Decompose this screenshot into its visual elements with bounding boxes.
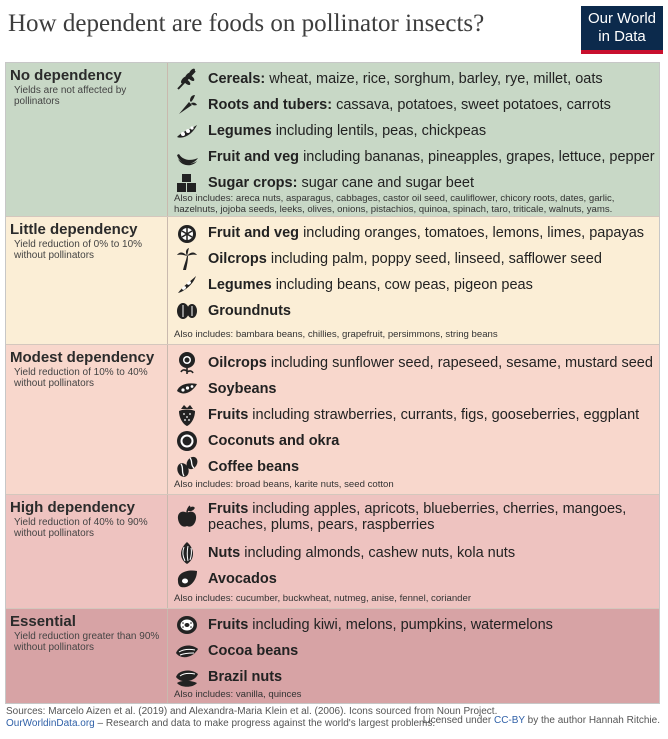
band-essential xyxy=(6,609,659,703)
item-title: Nuts xyxy=(208,545,241,561)
item-text: including kiwi, melons, pumpkins, watermelons xyxy=(248,617,553,633)
item-title: Soybeans xyxy=(208,381,277,397)
page-title: How dependent are foods on pollinator insects? xyxy=(8,10,485,37)
list-item xyxy=(174,119,655,143)
list-item xyxy=(174,299,655,323)
also-includes: Also includes: areca nuts, asparagus, cabbages, castor oil seed, cauliflower, chicory roots, dates, garlic, hazelnuts, jojoba seeds, leeks, olives, onions, pistachios, quinoa, spinach, taro, triticale, walnuts, yams. xyxy=(174,193,615,215)
band-label xyxy=(6,217,168,344)
band-title: High dependency xyxy=(10,499,136,516)
list-item xyxy=(174,247,655,271)
band-title: No dependency xyxy=(10,67,122,84)
item-text: including beans, cow peas, pigeon peas xyxy=(271,277,533,293)
band-items xyxy=(168,345,659,494)
band-items xyxy=(168,217,659,344)
band-title: Little dependency xyxy=(10,221,138,238)
almond-icon xyxy=(174,541,200,565)
cocoa-icon xyxy=(174,639,200,663)
also-includes: Also includes: broad beans, karite nuts, seed cotton xyxy=(174,479,394,490)
wheat-icon xyxy=(174,67,200,91)
list-item xyxy=(174,665,655,689)
band-little-dependency xyxy=(6,217,659,345)
item-title: Fruits xyxy=(208,407,249,423)
coconut-icon xyxy=(174,429,200,453)
owid-logo[interactable] xyxy=(581,6,663,54)
item-text: including strawberries, currants, figs, gooseberries, eggplant xyxy=(248,407,640,423)
band-title: Modest dependency xyxy=(10,349,155,366)
item-title: Fruit and veg xyxy=(208,149,300,165)
sources-note: Sources: Marcelo Aizen et al. (2019) and Alexandra-Maria Klein et al. (2006). Icons sourced from Noun Project. xyxy=(6,706,498,717)
license-suffix: by the author Hannah Ritchie. xyxy=(524,715,660,726)
item-title: Fruit and veg xyxy=(208,225,300,241)
item-title: Coffee beans xyxy=(208,459,300,475)
list-item xyxy=(174,145,655,169)
banana-icon xyxy=(174,145,200,169)
apple-icon xyxy=(174,505,200,529)
band-description: Yield reduction of 10% to 40% without pollinators xyxy=(14,367,148,389)
item-title: Coconuts and okra xyxy=(208,433,340,449)
band-high-dependency xyxy=(6,495,659,609)
peapod-icon xyxy=(174,119,200,143)
footer-line xyxy=(6,718,435,729)
list-item xyxy=(174,93,655,117)
item-text: including lentils, peas, chickpeas xyxy=(271,123,487,139)
list-item xyxy=(174,613,655,637)
band-items xyxy=(168,63,659,216)
license-prefix: Licensed under xyxy=(422,715,494,726)
item-title: Legumes xyxy=(208,123,272,139)
palm-tree-icon xyxy=(174,247,200,271)
item-text: including bananas, pineapples, grapes, lettuce, pepper xyxy=(299,149,655,165)
also-includes: Also includes: bambara beans, chillies, grapefruit, persimmons, string beans xyxy=(174,329,498,340)
item-text: wheat, maize, rice, sorghum, barley, rye, millet, oats xyxy=(265,71,603,87)
item-title: Oilcrops xyxy=(208,355,267,371)
list-item xyxy=(174,567,655,591)
bean-pod-icon xyxy=(174,273,200,297)
item-title: Fruits xyxy=(208,501,249,517)
item-title: Legumes xyxy=(208,277,272,293)
band-title: Essential xyxy=(10,613,76,630)
band-no-dependency xyxy=(6,63,659,217)
list-item xyxy=(174,501,655,533)
soybean-icon xyxy=(174,377,200,401)
list-item xyxy=(174,351,655,375)
license-link[interactable]: CC-BY xyxy=(493,715,525,726)
item-title: Groundnuts xyxy=(208,303,291,319)
footer-tagline: – Research and data to make progress against the world's largest problems. xyxy=(94,718,436,729)
strawberry-icon xyxy=(174,403,200,427)
item-title: Sugar crops: xyxy=(208,175,298,191)
item-text: including palm, poppy seed, linseed, safflower seed xyxy=(266,251,602,267)
list-item xyxy=(174,67,655,91)
carrot-icon xyxy=(174,93,200,117)
coffee-bean-icon xyxy=(174,455,200,479)
avocado-icon xyxy=(174,567,200,591)
list-item xyxy=(174,639,655,663)
sunflower-icon xyxy=(174,351,200,375)
brazil-nut-icon xyxy=(174,665,200,689)
band-modest-dependency xyxy=(6,345,659,495)
also-includes: Also includes: vanilla, quinces xyxy=(174,689,302,700)
item-title: Oilcrops xyxy=(208,251,267,267)
band-items xyxy=(168,495,659,608)
list-item xyxy=(174,429,655,453)
citrus-icon xyxy=(174,221,200,245)
item-text: including almonds, cashew nuts, kola nuts xyxy=(240,545,516,561)
band-label xyxy=(6,609,168,703)
item-text: including oranges, tomatoes, lemons, limes, papayas xyxy=(299,225,645,241)
logo-line-1: Our World xyxy=(587,10,657,27)
also-includes: Also includes: cucumber, buckwheat, nutmeg, anise, fennel, coriander xyxy=(174,593,472,604)
item-title: Roots and tubers: xyxy=(208,97,333,113)
band-description: Yield reduction of 40% to 90% without pollinators xyxy=(14,517,148,539)
band-label xyxy=(6,345,168,494)
band-description: Yield reduction greater than 90% without pollinators xyxy=(14,631,160,653)
sugar-cubes-icon xyxy=(174,171,200,195)
site-link[interactable]: OurWorldinData.org xyxy=(6,718,95,729)
band-label xyxy=(6,495,168,608)
list-item xyxy=(174,171,655,195)
item-text: sugar cane and sugar beet xyxy=(297,175,474,191)
list-item xyxy=(174,221,655,245)
item-text: including apples, apricots, blueberries, cherries, mangoes, peaches, plums, pears, raspberries xyxy=(208,501,627,533)
list-item xyxy=(174,541,655,565)
item-text: including sunflower seed, rapeseed, sesame, mustard seed xyxy=(266,355,653,371)
list-item xyxy=(174,403,655,427)
item-title: Cocoa beans xyxy=(208,643,299,659)
logo-line-2: in Data xyxy=(598,28,646,45)
dependency-chart xyxy=(5,62,660,704)
item-title: Cereals: xyxy=(208,71,266,87)
license-note xyxy=(423,715,660,726)
list-item xyxy=(174,377,655,401)
band-description: Yield reduction of 0% to 10% without pollinators xyxy=(14,239,143,261)
item-title: Brazil nuts xyxy=(208,669,283,685)
item-text: cassava, potatoes, sweet potatoes, carrots xyxy=(332,97,611,113)
band-items xyxy=(168,609,659,703)
list-item xyxy=(174,273,655,297)
item-title: Fruits xyxy=(208,617,249,633)
band-label xyxy=(6,63,168,216)
band-description: Yields are not affected by pollinators xyxy=(14,85,127,107)
peanut-icon xyxy=(174,299,200,323)
list-item xyxy=(174,455,655,479)
kiwi-icon xyxy=(174,613,200,637)
item-title: Avocados xyxy=(208,571,277,587)
